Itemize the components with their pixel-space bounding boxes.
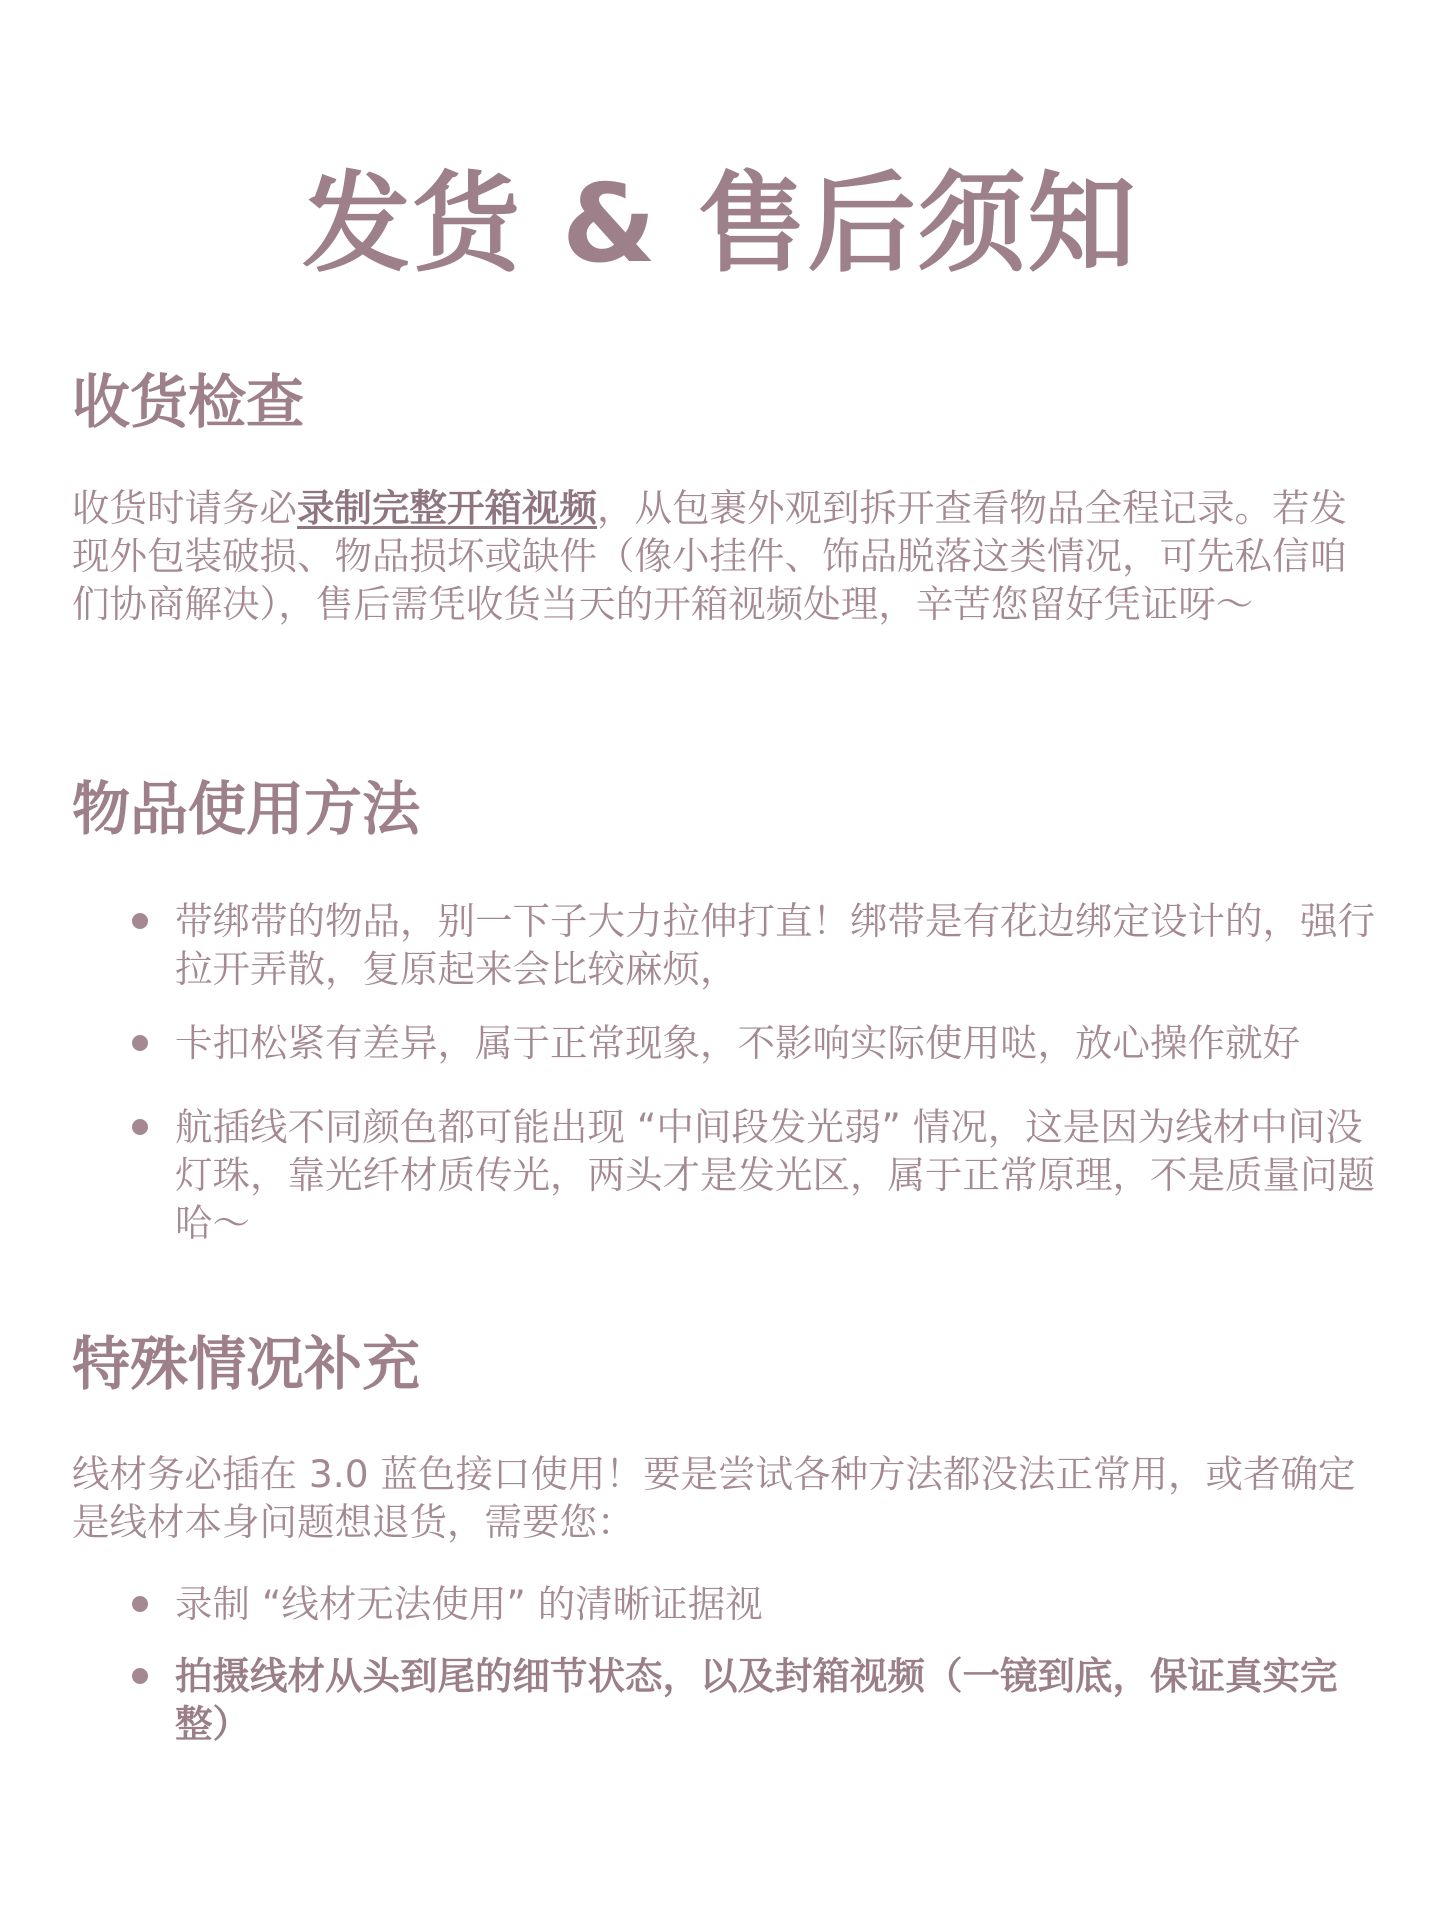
list-item: [72, 1652, 1382, 1748]
section-heading-usage: 物品使用方法: [72, 775, 421, 843]
page-title: 发货 & 售后须知: [302, 162, 1138, 287]
bullet-dot: [132, 1035, 148, 1051]
section-inspection: [72, 368, 1382, 628]
list-item-text: 航插线不同颜色都可能出现 “中间段发光弱” 情况，这是因为线材中间没灯珠，靠光纤材质传光，两头才是发光区，属于正常原理，不是质量问题哈～: [175, 1104, 1375, 1245]
list-item: [72, 1580, 1382, 1628]
section-heading-inspection: 收货检查: [72, 368, 305, 436]
section-heading-special: 特殊情况补充: [72, 1330, 421, 1398]
inspection-text-after: ，从包裹外观到拆开查看物品全程记录。若发现外包装破损、物品损坏或缺件（像小挂件、饰品脱落这类情况，可先私信咱们协商解决），售后需凭收货当天的开箱视频处理，辛苦您留好凭证呀～: [72, 485, 1347, 626]
list-item-text: 带绑带的物品，别一下子大力拉伸打直！绑带是有花边绑定设计的，强行拉开弄散，复原起来会比较麻烦，: [175, 898, 1375, 991]
inspection-highlight: 录制完整开箱视频: [297, 485, 597, 530]
list-item-text: 卡扣松紧有差异，属于正常现象，不影响实际使用哒，放心操作就好: [175, 1020, 1300, 1065]
section-special: [72, 1330, 1382, 1748]
list-item: [72, 1019, 1382, 1067]
special-list: [72, 1580, 1382, 1748]
list-item: [72, 1103, 1382, 1247]
list-item: [72, 897, 1382, 993]
list-item-text: 录制 “线材无法使用” 的清晰证据视: [175, 1581, 763, 1626]
usage-list: [72, 897, 1382, 1247]
special-paragraph: 线材务必插在 3.0 蓝色接口使用！要是尝试各种方法都没法正常用，或者确定是线材本身问题想退货，需要您：: [72, 1451, 1356, 1544]
section-usage: [72, 775, 1382, 1247]
bullet-dot: [132, 1119, 148, 1135]
inspection-paragraph: [72, 484, 1382, 628]
list-item-text: 拍摄线材从头到尾的细节状态，以及封箱视频（一镜到底，保证真实完整）: [175, 1653, 1338, 1746]
bullet-dot: [132, 913, 148, 929]
bullet-dot: [132, 1668, 148, 1684]
inspection-text-before: 收货时请务必: [72, 485, 297, 530]
bullet-dot: [132, 1596, 148, 1612]
